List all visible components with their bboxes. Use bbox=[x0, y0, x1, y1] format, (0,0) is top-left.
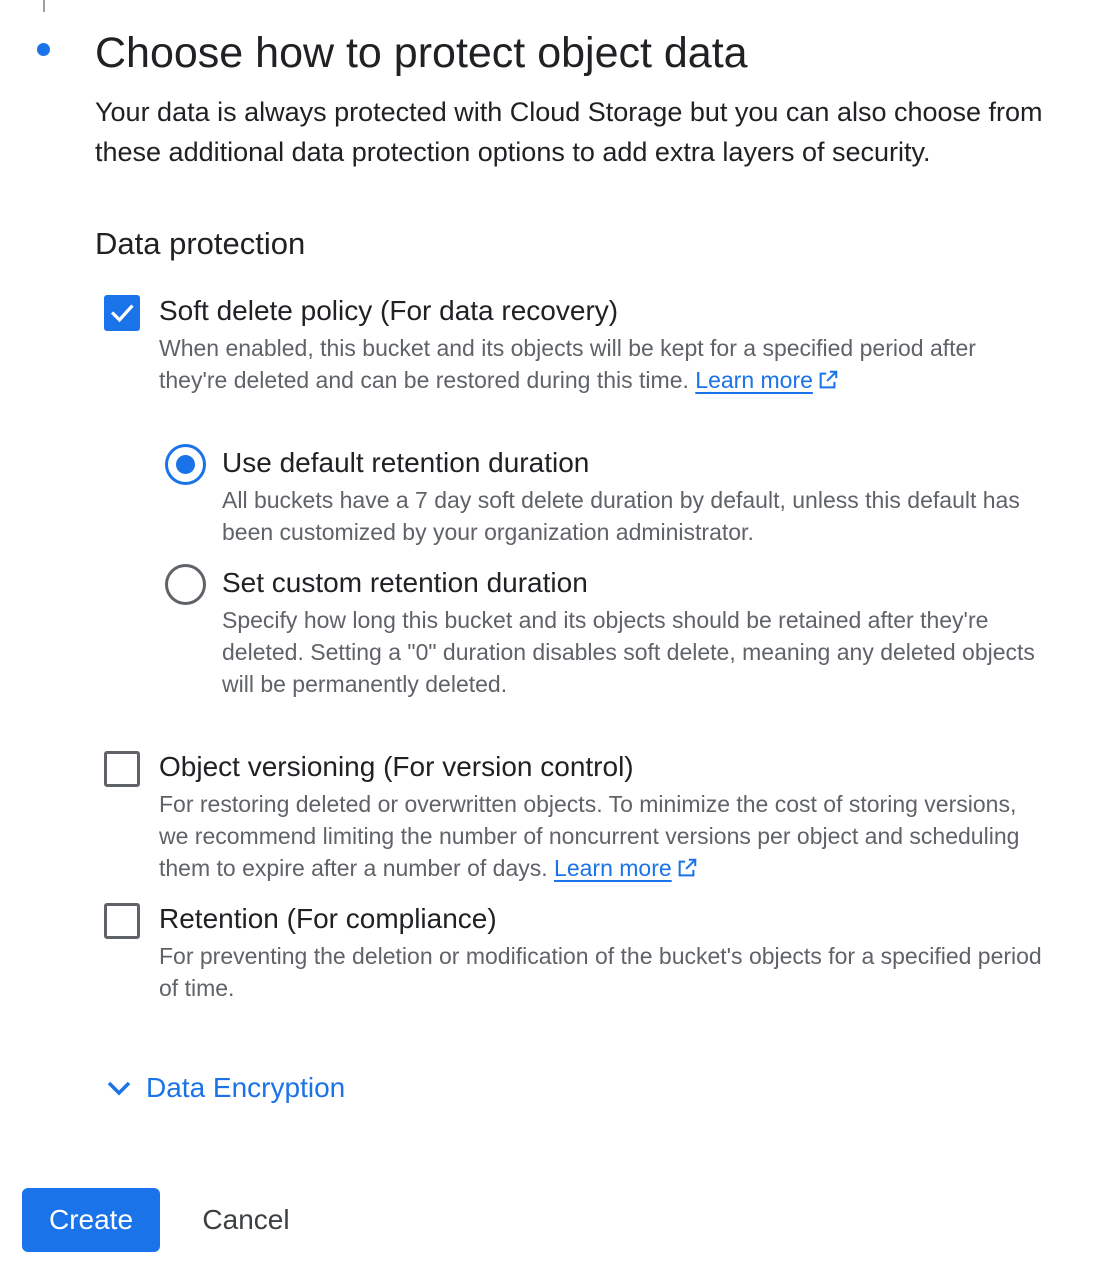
object-versioning-description bbox=[159, 788, 1049, 884]
object-versioning-label: Object versioning (For version control) bbox=[159, 751, 634, 782]
custom-retention-label: Set custom retention duration bbox=[222, 567, 588, 598]
page-title: Choose how to protect object data bbox=[95, 29, 748, 77]
external-link-icon bbox=[817, 369, 839, 391]
soft-delete-checkbox[interactable] bbox=[104, 295, 140, 331]
default-retention-radio[interactable] bbox=[165, 444, 206, 485]
default-retention-label: Use default retention duration bbox=[222, 447, 590, 478]
soft-delete-learn-more-link[interactable] bbox=[695, 367, 839, 393]
object-versioning-checkbox[interactable] bbox=[104, 751, 140, 787]
object-versioning-description-text: For restoring deleted or overwritten objects. To minimize the cost of storing versions, we recommend limiting the number of noncurrent versions per object and scheduling them to expire after a number of days. bbox=[159, 791, 1020, 881]
custom-retention-description: Specify how long this bucket and its objects should be retained after they're deleted. Setting a "0" duration disables soft delete, meaning any deleted objects will be permanently deleted. bbox=[222, 607, 1035, 697]
data-encryption-expander[interactable] bbox=[104, 1068, 345, 1108]
soft-delete-label: Soft delete policy (For data recovery) bbox=[159, 295, 619, 326]
retention-description: For preventing the deletion or modification of the bucket's objects for a specified period of time. bbox=[159, 943, 1042, 1001]
chevron-down-icon bbox=[104, 1073, 134, 1103]
external-link-icon bbox=[676, 857, 698, 879]
data-encryption-label: Data Encryption bbox=[146, 1072, 346, 1103]
soft-delete-description-text: When enabled, this bucket and its objects will be kept for a specified period after they're deleted and can be restored during this time. bbox=[159, 335, 976, 393]
cancel-button[interactable]: Cancel bbox=[178, 1188, 314, 1252]
default-retention-description: All buckets have a 7 day soft delete duration by default, unless this default has been customized by your organization administrator. bbox=[222, 487, 1020, 545]
checkmark-icon bbox=[107, 298, 137, 328]
soft-delete-description bbox=[159, 332, 1049, 396]
retention-label: Retention (For compliance) bbox=[159, 903, 497, 934]
object-versioning-learn-more-label: Learn more bbox=[554, 855, 672, 881]
page-subtitle: Your data is always protected with Cloud Storage but you can also choose from these additional data protection options to add extra layers of security. bbox=[95, 97, 1043, 167]
retention-checkbox[interactable] bbox=[104, 903, 140, 939]
soft-delete-learn-more-label: Learn more bbox=[695, 367, 813, 393]
stepper-connector-line bbox=[43, 0, 45, 12]
object-versioning-learn-more-link[interactable] bbox=[554, 855, 698, 881]
section-heading-data-protection: Data protection bbox=[95, 226, 306, 261]
create-button[interactable]: Create bbox=[22, 1188, 160, 1252]
step-indicator-dot bbox=[37, 43, 50, 56]
custom-retention-radio[interactable] bbox=[165, 564, 206, 605]
